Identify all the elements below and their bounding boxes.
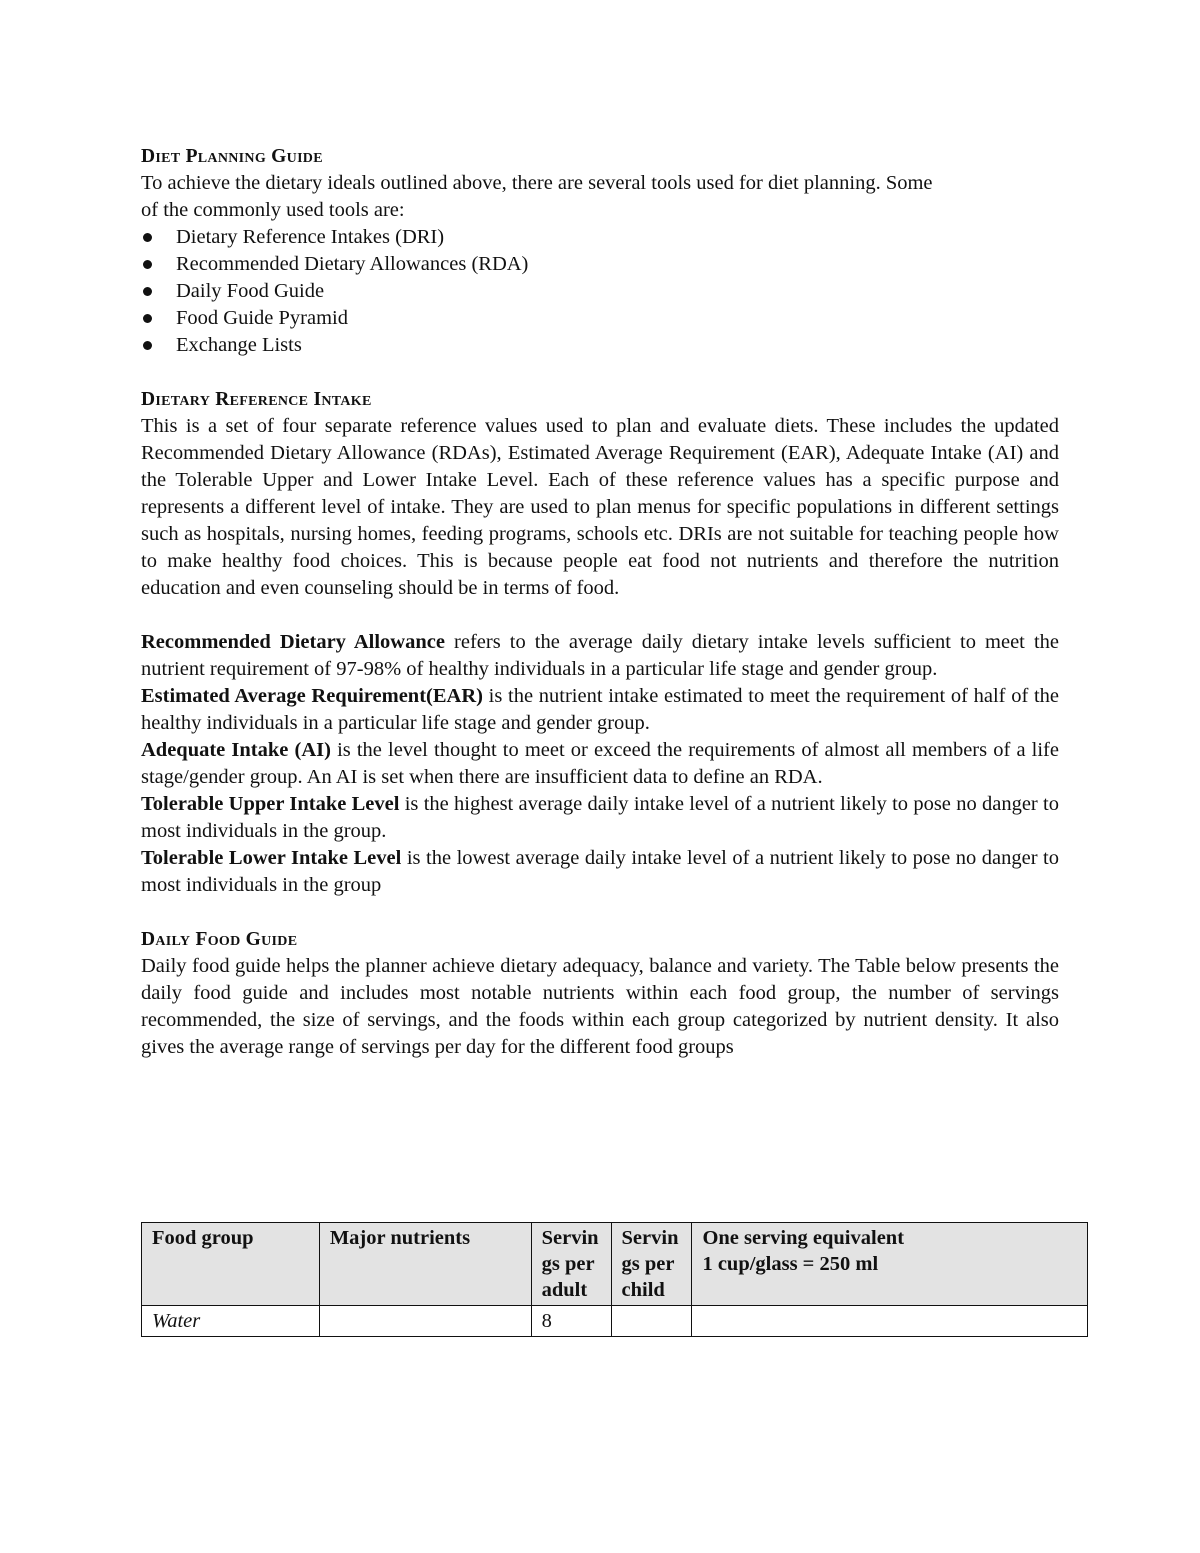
definition-text: is the nutrient intake estimated to meet the requirement of half of the healthy individuals in a particular life stage and gender group. (141, 685, 1060, 734)
list-item (141, 278, 1059, 305)
bullet-icon (143, 314, 152, 323)
definition-text: is the highest average daily intake level of a nutrient likely to pose no danger to most individuals in the group. (141, 793, 1059, 842)
diet-planning-intro-line1: To achieve the dietary ideals outlined above, there are several tools used for diet planning. Some (141, 172, 933, 194)
daily-food-guide-heading: Daily Food Guide (141, 929, 298, 950)
cell-servings-child (611, 1306, 692, 1337)
bullet-icon (143, 260, 152, 269)
definition-ll (141, 845, 1059, 899)
tools-list (141, 224, 1059, 359)
definition-text: is the level thought to meet or exceed the requirements of almost all members of a life stage/gender group. An AI is set when there are insufficient data to define an RDA. (141, 739, 1059, 788)
serving-equivalent-title: One serving equivalent (702, 1227, 905, 1249)
definition-term: Adequate Intake (AI) (141, 739, 331, 761)
cell-servings-adult: 8 (531, 1306, 611, 1337)
definition-term: Estimated Average Requirement(EAR) (141, 685, 483, 707)
list-item (141, 332, 1059, 359)
definition-ear (141, 683, 1059, 737)
dri-heading: Dietary Reference Intake (141, 389, 372, 410)
cell-food-group: Water (142, 1306, 320, 1337)
cell-serving-equivalent (692, 1306, 1088, 1337)
diet-planning-heading: Diet Planning Guide (141, 146, 323, 167)
header-serving-equivalent (692, 1223, 1088, 1306)
daily-food-guide-table (141, 1222, 1088, 1337)
document-page (141, 143, 1059, 1061)
diet-planning-intro-line2: of the commonly used tools are: (141, 199, 405, 221)
definition-ul (141, 791, 1059, 845)
tool-label: Daily Food Guide (176, 280, 325, 302)
bullet-icon (143, 233, 152, 242)
table-header-row (142, 1223, 1088, 1306)
daily-food-guide-body: Daily food guide helps the planner achieve dietary adequacy, balance and variety. The Table below presents the daily food guide and includes most notable nutrients within each food group, the number of servings recommended, the size of servings, and the foods within each group categorized by nutrient density. It also gives the average range of servings per day for the different food groups (141, 955, 1059, 1058)
definition-text: is the lowest average daily intake level of a nutrient likely to pose no danger to most individuals in the group (141, 847, 1059, 896)
header-major-nutrients: Major nutrients (319, 1223, 531, 1306)
header-food-group: Food group (142, 1223, 320, 1306)
tool-label: Exchange Lists (176, 334, 302, 356)
list-item (141, 305, 1059, 332)
tool-label: Food Guide Pyramid (176, 307, 348, 329)
definition-term: Recommended Dietary Allowance (141, 631, 445, 653)
tool-label: Recommended Dietary Allowances (RDA) (176, 253, 529, 275)
definition-ai (141, 737, 1059, 791)
list-item (141, 224, 1059, 251)
header-servings-adult: Servings per adult (531, 1223, 611, 1306)
bullet-icon (143, 287, 152, 296)
list-item (141, 251, 1059, 278)
bullet-icon (143, 341, 152, 350)
table-row (142, 1306, 1088, 1337)
tool-label: Dietary Reference Intakes (DRI) (176, 226, 445, 248)
definition-term: Tolerable Upper Intake Level (141, 793, 400, 815)
dri-body: This is a set of four separate reference values used to plan and evaluate diets. These includes the updated Recommended Dietary Allowance (RDAs), Estimated Average Requirement (EAR), Adequate Intake (AI) and the Tolerable Upper and Lower Intake Level. Each of these reference values has a specific purpose and represents a different level of intake. They are used to plan menus for specific populations in different settings such as hospitals, nursing homes, feeding programs, schools etc. DRIs are not suitable for teaching people how to make healthy food choices. This is because people eat food not nutrients and therefore the nutrition education and even counseling should be in terms of food. (141, 415, 1059, 599)
cell-major-nutrients (319, 1306, 531, 1337)
header-servings-child: Servings per child (611, 1223, 692, 1306)
serving-equivalent-note: 1 cup/glass = 250 ml (702, 1253, 879, 1275)
definition-text: refers to the average daily dietary intake levels sufficient to meet the nutrient requirement of 97-98% of healthy individuals in a particular life stage and gender group. (141, 631, 1059, 680)
definition-term: Tolerable Lower Intake Level (141, 847, 402, 869)
definition-rda (141, 629, 1059, 683)
